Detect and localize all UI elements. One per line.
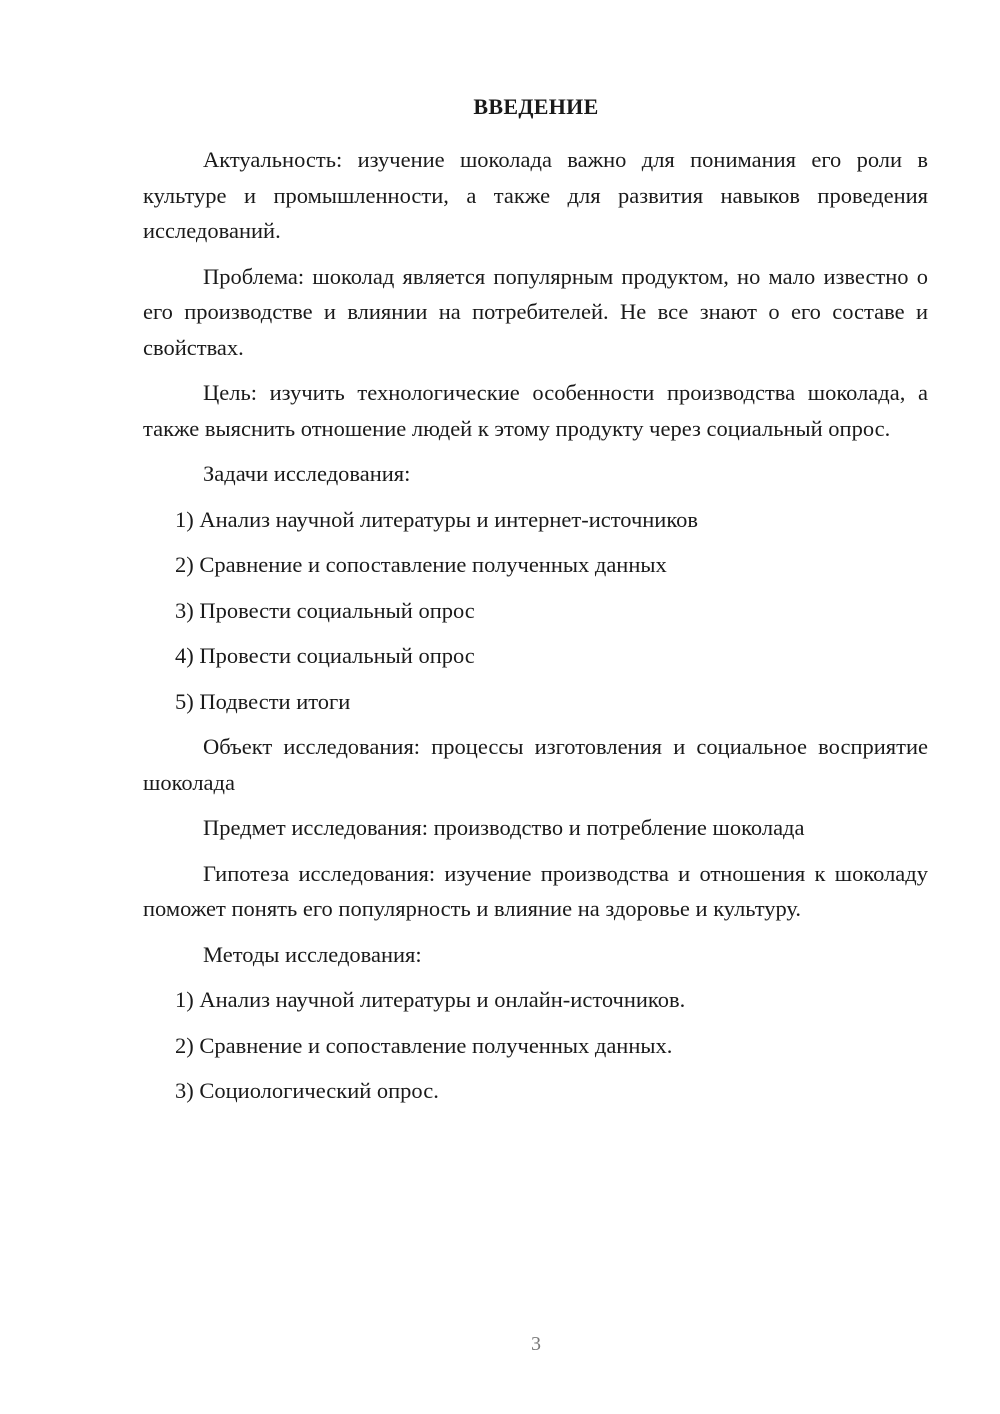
- page-title: ВВЕДЕНИЕ: [473, 94, 599, 119]
- list-item-task-1: 1) Анализ научной литературы и интернет-источников: [175, 506, 699, 532]
- list-item-task-5: 5) Подвести итоги: [175, 688, 351, 714]
- paragraph-goal: Цель: изучить технологические особенности производства шоколада, а также выяснить отношение людей к этому продукту через социальный опрос.: [143, 380, 928, 441]
- list-item-task-4: 4) Провести социальный опрос: [175, 643, 475, 668]
- paragraph-object: Объект исследования: процессы изготовления и социальное восприятие шоколада: [143, 734, 928, 795]
- paragraph-problem: Проблема: шоколад является популярным продуктом, но мало известно о его производстве и влиянии на потребителей. Не все знают о его составе и свойствах.: [143, 263, 928, 360]
- list-item-method-3: 3) Социологический опрос.: [175, 1078, 439, 1103]
- tasks-title: Задачи исследования:: [203, 461, 411, 486]
- paragraph-relevance: Актуальность: изучение шоколада важно для понимания его роли в культуре и промышленности, а также для развития навыков проведения исследований.: [143, 147, 928, 243]
- list-item-task-2: 2) Сравнение и сопоставление полученных данных: [175, 552, 667, 577]
- paragraph-hypothesis: Гипотеза исследования: изучение производства и отношения к шоколаду поможет понять его популярность и влияние на здоровье и культуру.: [143, 860, 928, 921]
- page-number: 3: [531, 1333, 541, 1355]
- document-body: [143, 142, 928, 1119]
- methods-title: Методы исследования:: [203, 941, 422, 967]
- list-item-method-1: 1) Анализ научной литературы и онлайн-источников.: [175, 987, 686, 1012]
- list-item-task-3: 3) Провести социальный опрос: [175, 597, 475, 623]
- list-item-method-2: 2) Сравнение и сопоставление полученных данных.: [175, 1032, 673, 1058]
- paragraph-subject: Предмет исследования: производство и потребление шоколада: [203, 815, 805, 840]
